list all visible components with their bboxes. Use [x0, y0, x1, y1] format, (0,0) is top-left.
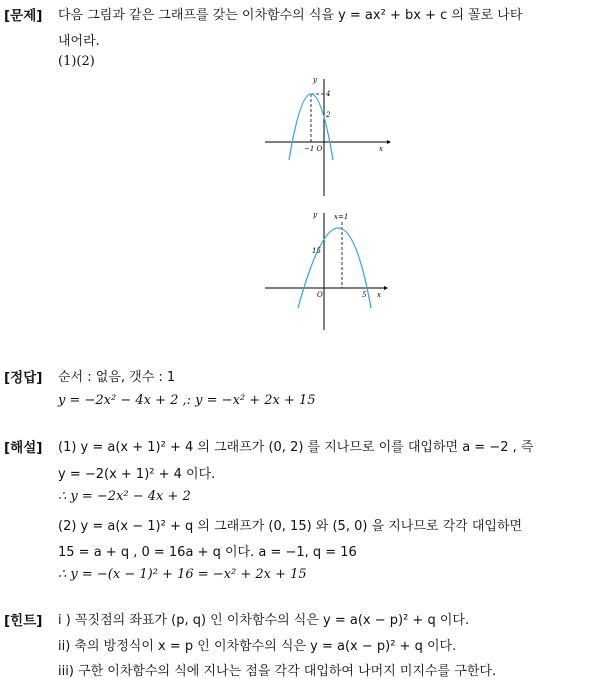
hint-label: [힌트] — [4, 613, 43, 629]
answer-text-line2: y = −2x² − 4x + 2 ,: y = −x² + 2x + 15 — [58, 393, 316, 408]
graph-2 — [262, 208, 392, 336]
hint-line2: ii) 축의 방정식이 x = p 인 이차함수의 식은 y = a(x − p)² + q 이다. — [58, 639, 457, 654]
answer-label: [정답] — [4, 370, 43, 386]
y-intercept-label: 15 — [312, 247, 321, 255]
root-label: 5 — [362, 291, 367, 299]
vertex-label: 4 — [326, 90, 331, 98]
y-intercept-label: 2 — [326, 111, 331, 119]
x-axis-label: x — [377, 291, 381, 299]
x-axis-label: x — [379, 145, 383, 153]
solution-line3: ∴ y = −2x² − 4x + 2 — [58, 489, 191, 504]
solution-line5: 15 = a + q , 0 = 16a + q 이다. a = −1, q = 16 — [58, 545, 357, 560]
origin-label: O — [317, 291, 323, 299]
parabola-curve — [298, 228, 371, 308]
problem-text-line2: 내어라. — [58, 34, 100, 49]
problem-label: [문제] — [4, 8, 43, 24]
solution-line1: (1) y = a(x + 1)² + 4 의 그래프가 (0, 2) 를 지나므로 이를 대입하면 a = −2 , 즉 — [58, 440, 534, 455]
hint-line1: i ) 꼭짓점의 좌표가 (p, q) 인 이차함수의 식은 y = a(x − p)² + q 이다. — [58, 613, 470, 628]
x-tick-labels: −1 O — [304, 145, 323, 153]
hint-line3: iii) 구한 이차함수의 식에 지나는 점을 각각 대입하여 나머지 미지수를 구한다. — [58, 664, 497, 679]
solution-line6: ∴ y = −(x − 1)² + 16 = −x² + 2x + 15 — [58, 567, 307, 582]
problem-text-line1: 다음 그림과 같은 그래프를 갖는 이차함수의 식을 y = ax² + bx + c 의 꼴로 나타 — [58, 8, 523, 23]
solution-line4: (2) y = a(x − 1)² + q 의 그래프가 (0, 15) 와 (5, 0) 을 지나므로 각각 대입하면 — [58, 519, 523, 534]
solution-line2: y = −2(x + 1)² + 4 이다. — [58, 467, 216, 482]
solution-label: [해설] — [4, 440, 43, 456]
problem-subparts: (1)(2) — [58, 54, 95, 69]
y-axis-label: y — [313, 76, 317, 84]
axis-line-label: x=1 — [334, 213, 349, 221]
y-axis-label: y — [313, 211, 317, 219]
answer-text-line1: 순서 : 없음, 갯수 : 1 — [58, 370, 176, 385]
graph-1 — [262, 74, 392, 202]
